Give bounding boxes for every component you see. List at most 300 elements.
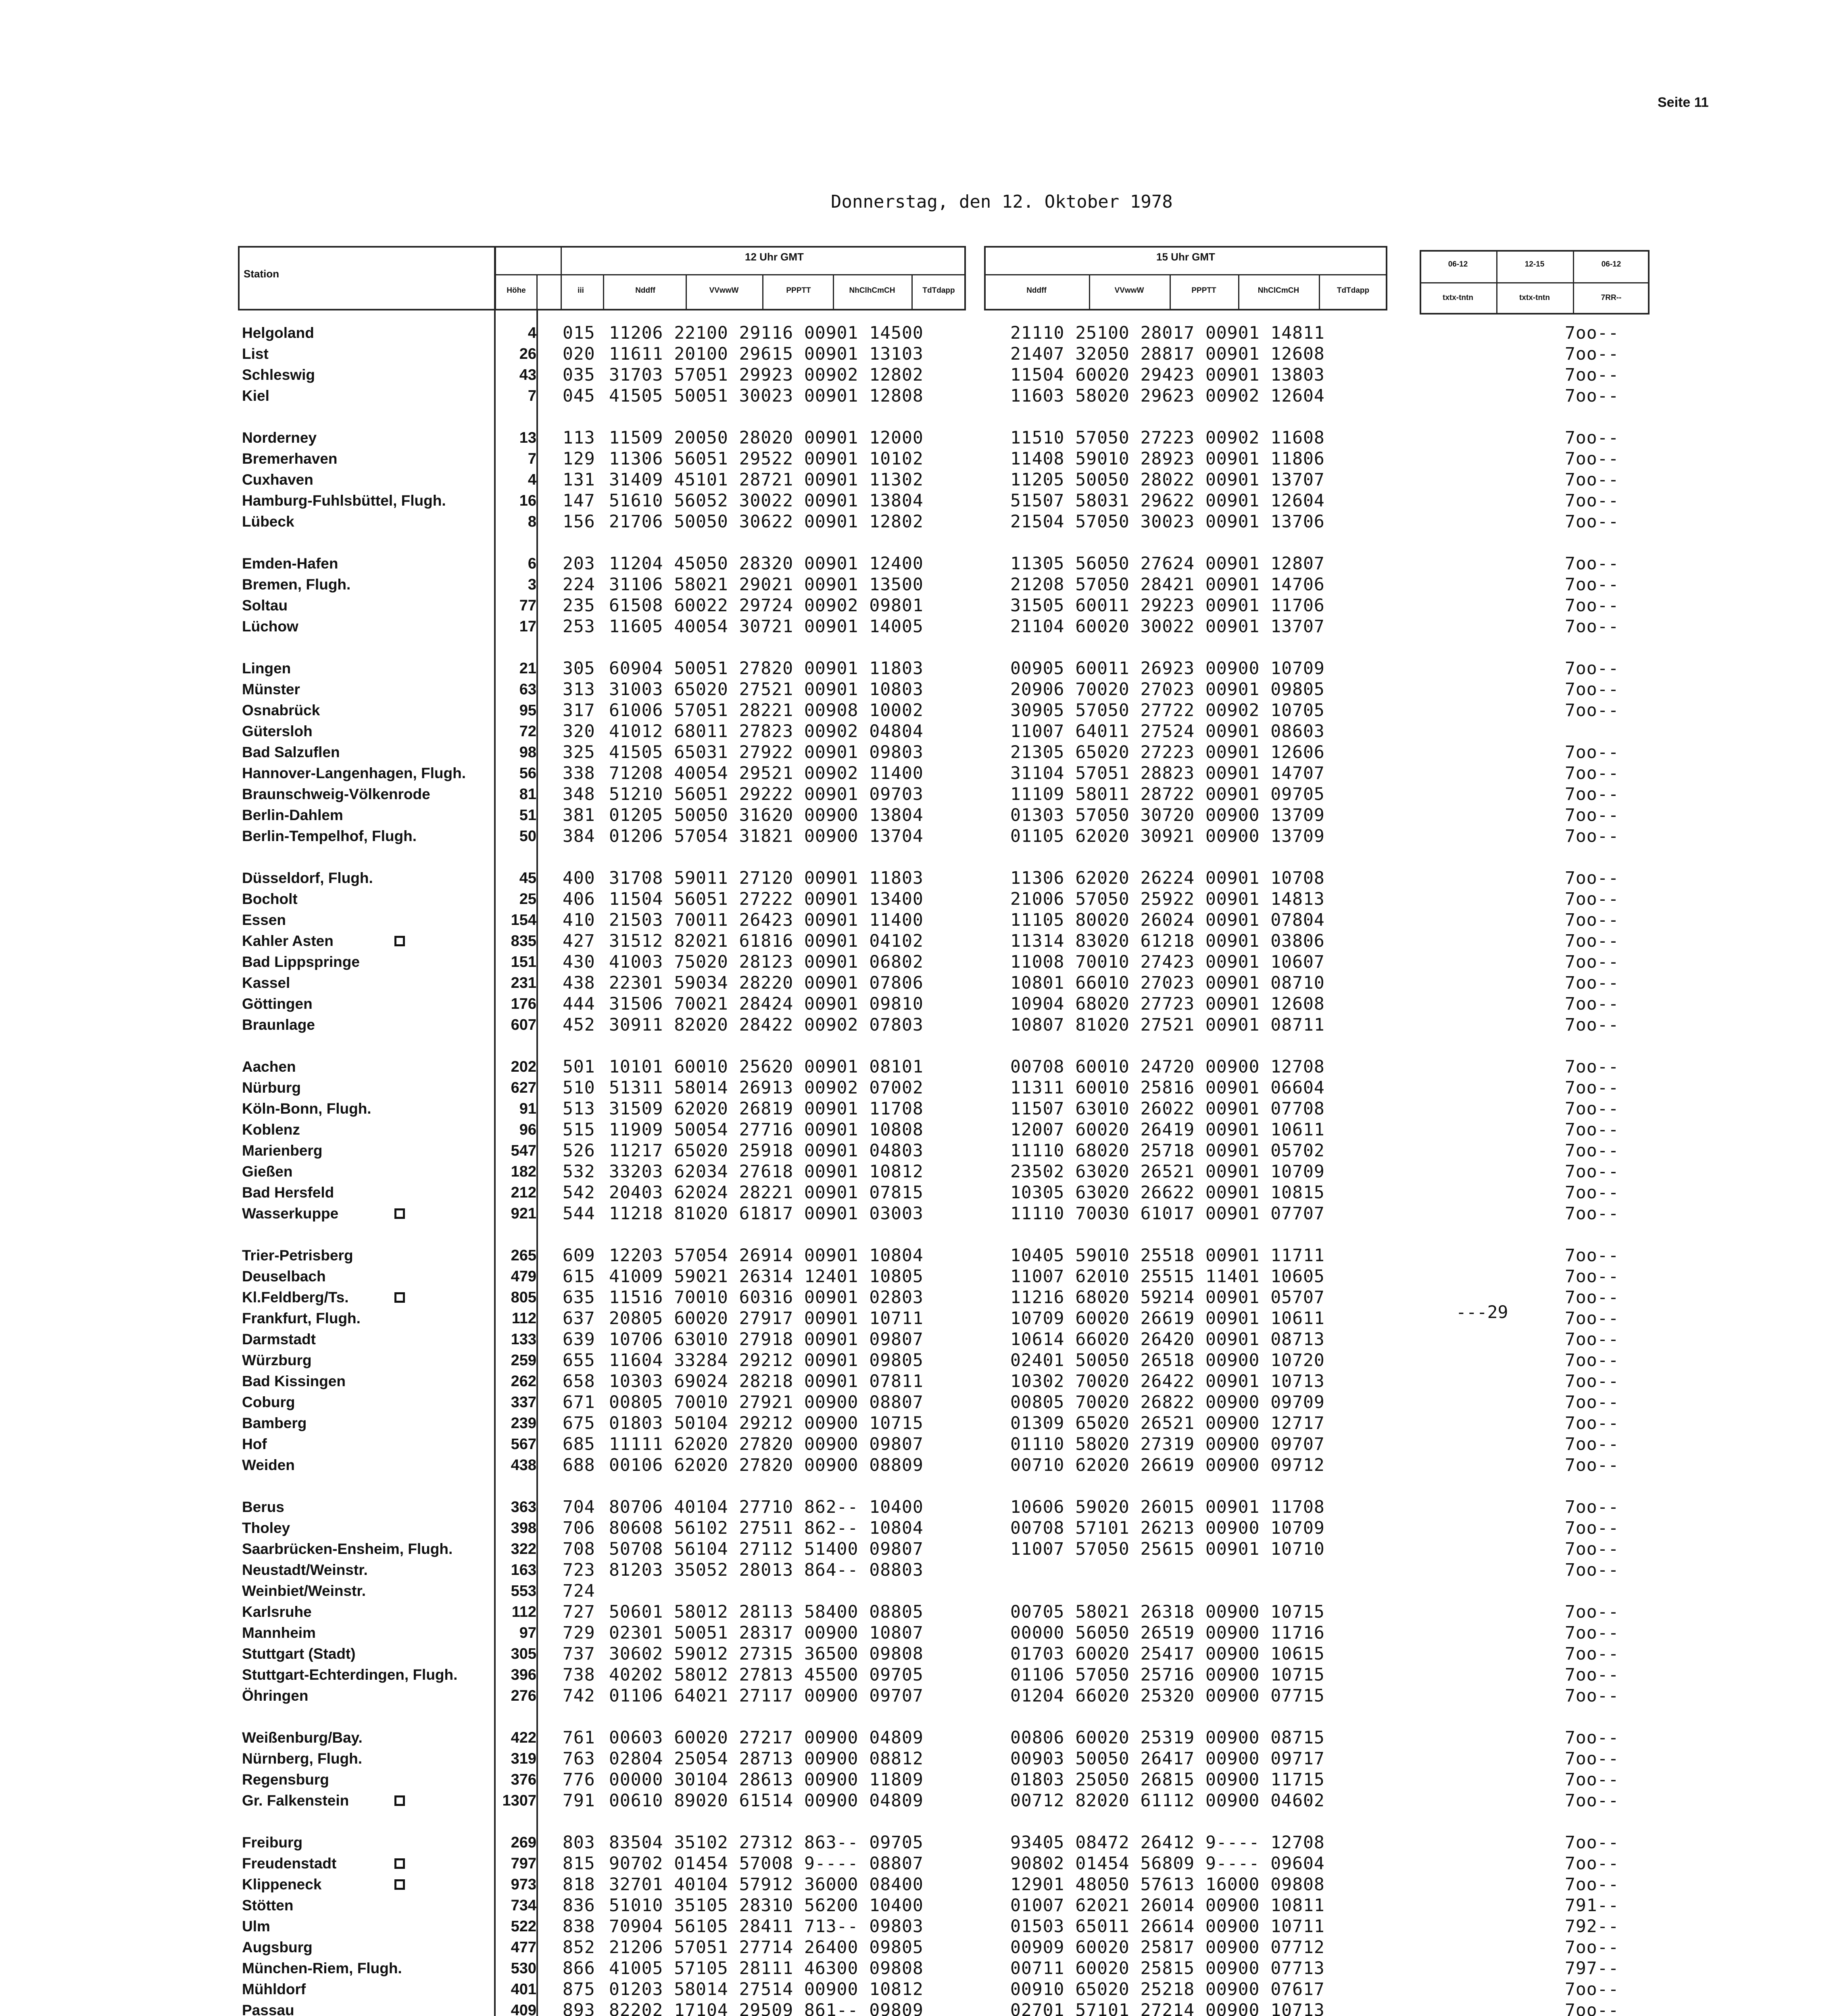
station-height — [488, 1790, 536, 1811]
station-name-text: Aachen — [242, 1058, 296, 1075]
station-code-text: 131 — [563, 470, 595, 490]
rr-group-text: 7oo-- — [1565, 763, 1619, 783]
station-height — [488, 993, 536, 1014]
station-code-text: 866 — [563, 1958, 595, 1979]
rr-group-text: 7oo-- — [1565, 1979, 1619, 1999]
rr-group — [1565, 595, 1619, 616]
station-height — [488, 574, 536, 595]
station-height-text: 734 — [511, 1897, 536, 1914]
obs-12-utc — [609, 1937, 924, 1958]
station-code-text: 452 — [563, 1015, 595, 1035]
rr-group-text: 7oo-- — [1565, 1854, 1619, 1874]
station-name-text: Regensburg — [242, 1771, 329, 1788]
obs-15-utc-text: 00909 60020 25817 00900 07712 — [1010, 1937, 1325, 1958]
right-bottom-2: txtx-tntn — [1519, 294, 1550, 302]
station-code-text: 637 — [563, 1308, 595, 1329]
col15-vvwww: VVwwW — [1114, 286, 1144, 295]
data-15-column — [1010, 323, 1325, 2016]
obs-15-utc — [1010, 1979, 1325, 2000]
station-name — [242, 1518, 500, 1539]
station-name — [242, 1539, 500, 1560]
station-code-text: 852 — [563, 1937, 595, 1958]
obs-15-utc — [1010, 763, 1325, 784]
obs-15-utc — [1010, 1853, 1325, 1874]
station-code — [563, 1119, 595, 1140]
station-height-text: 401 — [511, 1981, 536, 1998]
obs-12-utc-text: 41505 50051 30023 00901 12808 — [609, 386, 924, 406]
obs-15-utc — [1010, 1077, 1325, 1098]
station-code — [563, 385, 595, 406]
station-code-text: 893 — [563, 2000, 595, 2016]
station-code — [563, 1958, 595, 1979]
station-height-text: 133 — [511, 1331, 536, 1348]
station-code — [563, 1455, 595, 1476]
station-code-text: 737 — [563, 1644, 595, 1664]
obs-15-utc-text: 51507 58031 29622 00901 12604 — [1010, 491, 1325, 511]
obs-12-utc-text: 41505 65031 27922 00901 09803 — [609, 742, 924, 762]
station-height-text: 567 — [511, 1436, 536, 1453]
station-code-text: 639 — [563, 1329, 595, 1350]
obs-12-utc-text: 02301 50051 28317 00900 10807 — [609, 1623, 924, 1643]
station-code-text: 836 — [563, 1895, 595, 1916]
rr-group-text: 7oo-- — [1565, 658, 1619, 679]
station-code — [563, 784, 595, 805]
station-height-text: 151 — [511, 954, 536, 971]
station-code — [563, 595, 595, 616]
obs-12-utc-text: 31106 58021 29021 00901 13500 — [609, 575, 924, 595]
obs-12-utc — [609, 427, 924, 448]
station-code-text: 704 — [563, 1497, 595, 1517]
obs-12-utc-text: 11206 22100 29116 00901 14500 — [609, 323, 924, 343]
station-height — [488, 1979, 536, 2000]
station-code — [563, 616, 595, 637]
station-height — [488, 1140, 536, 1161]
obs-12-utc-text: 21706 50050 30622 00901 12802 — [609, 512, 924, 532]
station-height-text: 627 — [511, 1079, 536, 1096]
rr-group — [1565, 323, 1619, 344]
obs-15-utc — [1010, 1727, 1325, 1748]
station-height-text: 182 — [511, 1163, 536, 1180]
obs-15-utc-text: 01803 25050 26815 00900 11715 — [1010, 1770, 1325, 1790]
rr-group-text: 7oo-- — [1565, 805, 1619, 825]
obs-12-utc-text: 01803 50104 29212 00900 10715 — [609, 1413, 924, 1433]
obs-12-utc — [609, 1832, 924, 1853]
station-code-text: 515 — [563, 1120, 595, 1140]
station-height — [488, 1287, 536, 1308]
station-name-text: Freudenstadt — [242, 1855, 337, 1872]
station-height-text: 154 — [511, 912, 536, 929]
rr-group — [1565, 700, 1619, 721]
station-height-text: 607 — [511, 1016, 536, 1033]
station-code-text: 815 — [563, 1854, 595, 1874]
station-name-text: Nürnberg, Flugh. — [242, 1750, 363, 1767]
rr-group — [1565, 742, 1619, 763]
station-code — [563, 1895, 595, 1916]
station-name-text: Norderney — [242, 429, 317, 446]
obs-12-utc — [609, 1622, 924, 1643]
rr-group-text: 7oo-- — [1565, 386, 1619, 406]
rr-group-text: 7oo-- — [1565, 1560, 1619, 1580]
obs-12-utc — [609, 1853, 924, 1874]
station-height — [488, 1560, 536, 1581]
station-code-text: 325 — [563, 742, 595, 762]
station-height-text: 477 — [511, 1939, 536, 1956]
obs-15-utc — [1010, 868, 1325, 889]
obs-15-utc-text: 12007 60020 26419 00901 10611 — [1010, 1120, 1325, 1140]
rr-group-text: 7oo-- — [1565, 470, 1619, 490]
rr-group — [1565, 1832, 1619, 1853]
station-name — [242, 574, 500, 595]
station-height-text: 176 — [511, 996, 536, 1012]
station-code-text: 763 — [563, 1749, 595, 1769]
station-code — [563, 679, 595, 700]
station-height — [488, 826, 536, 847]
hoehe-header: Höhe — [507, 286, 526, 295]
rr-group — [1565, 490, 1619, 511]
rr-group — [1565, 1664, 1619, 1685]
station-height — [488, 595, 536, 616]
station-name — [242, 1329, 500, 1350]
rr-group — [1565, 952, 1619, 973]
obs-15-utc-text: 10709 60020 26619 00901 10611 — [1010, 1308, 1325, 1329]
station-code-text: 542 — [563, 1183, 595, 1203]
rr-group-text: 7oo-- — [1565, 1141, 1619, 1161]
obs-12-utc — [609, 448, 924, 469]
obs-12-utc-text: 01203 58014 27514 00900 10812 — [609, 1979, 924, 1999]
station-height-text: 95 — [519, 702, 536, 719]
station-code-text: 685 — [563, 1434, 595, 1454]
rr-group — [1565, 1119, 1619, 1140]
station-name — [242, 1727, 500, 1748]
station-height-text: 16 — [519, 492, 536, 509]
obs-12-utc — [609, 2000, 924, 2016]
station-code-text: 776 — [563, 1770, 595, 1790]
obs-15-utc-text: 01105 62020 30921 00900 13709 — [1010, 826, 1325, 846]
obs-15-utc — [1010, 1685, 1325, 1706]
rr-group — [1565, 1895, 1619, 1916]
obs-15-utc-text: 11109 58011 28722 00901 09705 — [1010, 784, 1325, 804]
obs-15-utc-text: 21407 32050 28817 00901 12608 — [1010, 344, 1325, 364]
obs-15-utc — [1010, 805, 1325, 826]
group-12-header: 12 Uhr GMT — [745, 251, 804, 263]
station-code — [563, 1413, 595, 1434]
station-name — [242, 1371, 500, 1392]
obs-15-utc — [1010, 1098, 1325, 1119]
rr-group-text: 7oo-- — [1565, 973, 1619, 993]
obs-15-utc-text: 01106 57050 25716 00900 10715 — [1010, 1665, 1325, 1685]
station-height — [488, 1664, 536, 1685]
station-height — [488, 1622, 536, 1643]
station-height — [488, 344, 536, 364]
obs-15-utc-text: 01503 65011 26614 00900 10711 — [1010, 1916, 1325, 1937]
obs-15-utc — [1010, 1539, 1325, 1560]
station-name-text: Hamburg-Fuhlsbüttel, Flugh. — [242, 492, 446, 509]
rr-group — [1565, 1413, 1619, 1434]
obs-15-utc — [1010, 2000, 1325, 2016]
obs-12-utc-text: 81203 35052 28013 864-- 08803 — [609, 1560, 924, 1580]
station-height — [488, 889, 536, 910]
obs-12-utc-text: 00603 60020 27217 00900 04809 — [609, 1728, 924, 1748]
station-height — [488, 931, 536, 952]
rr-group-text: 7oo-- — [1565, 1518, 1619, 1538]
station-name — [242, 952, 500, 973]
station-name — [242, 805, 500, 826]
obs-12-utc-text: 20805 60020 27917 00901 10711 — [609, 1308, 924, 1329]
station-height-text: 112 — [511, 1310, 536, 1327]
obs-15-utc-text: 11311 60010 25816 00901 06604 — [1010, 1078, 1325, 1098]
obs-15-utc-text: 21110 25100 28017 00901 14811 — [1010, 323, 1325, 343]
rr-group-text: 7oo-- — [1565, 323, 1619, 343]
obs-15-utc — [1010, 1602, 1325, 1622]
obs-12-utc-text: 11509 20050 28020 00901 12000 — [609, 428, 924, 448]
station-name — [242, 1895, 500, 1916]
obs-15-utc — [1010, 1455, 1325, 1476]
rr-group-text: 7oo-- — [1565, 1371, 1619, 1391]
obs-12-utc-text: 41009 59021 26314 12401 10805 — [609, 1266, 924, 1287]
obs-15-utc-text: 11205 50050 28022 00901 13707 — [1010, 470, 1325, 490]
open-square-icon — [394, 1292, 405, 1303]
obs-15-utc-text: 01007 62021 26014 00900 10811 — [1010, 1895, 1325, 1916]
station-code-text: 430 — [563, 952, 595, 972]
obs-15-utc-text: 93405 08472 26412 9---- 12708 — [1010, 1833, 1325, 1853]
obs-12-utc — [609, 1203, 924, 1224]
obs-15-utc — [1010, 1350, 1325, 1371]
station-name-text: Soltau — [242, 597, 288, 614]
station-name — [242, 1434, 500, 1455]
rr-group — [1565, 511, 1619, 532]
obs-15-utc-text: 31505 60011 29223 00901 11706 — [1010, 596, 1325, 616]
open-square-icon — [394, 1858, 405, 1869]
station-code — [563, 931, 595, 952]
station-name — [242, 1664, 500, 1685]
station-height-text: 202 — [511, 1058, 536, 1075]
station-name-text: Frankfurt, Flugh. — [242, 1310, 361, 1327]
station-name-text: Trier-Petrisberg — [242, 1247, 353, 1264]
station-code — [563, 1685, 595, 1706]
right-top-1: 06-12 — [1448, 260, 1468, 269]
obs-15-utc — [1010, 616, 1325, 637]
station-name — [242, 889, 500, 910]
obs-12-utc — [609, 1392, 924, 1413]
station-code — [563, 1014, 595, 1035]
table-header-12 — [494, 246, 966, 310]
station-name — [242, 385, 500, 406]
rr-group-text: 7oo-- — [1565, 1874, 1619, 1895]
station-name-text: Kahler Asten — [242, 933, 334, 949]
rr-group-text: 7oo-- — [1565, 910, 1619, 930]
rr-group — [1565, 1329, 1619, 1350]
station-code — [563, 721, 595, 742]
obs-12-utc — [609, 993, 924, 1014]
rr-group — [1565, 1916, 1619, 1937]
station-height — [488, 1245, 536, 1266]
rr-group-text: 7oo-- — [1565, 554, 1619, 574]
station-code — [563, 826, 595, 847]
station-height-text: 43 — [519, 367, 536, 383]
obs-15-utc-text: 01204 66020 25320 00900 07715 — [1010, 1686, 1325, 1706]
obs-15-utc-text: 00910 65020 25218 00900 07617 — [1010, 1979, 1325, 1999]
obs-12-utc-text: 20403 62024 28221 00901 07815 — [609, 1183, 924, 1203]
station-name-text: Emden-Hafen — [242, 555, 338, 572]
station-height — [488, 910, 536, 931]
obs-12-utc — [609, 1685, 924, 1706]
station-name-text: Weinbiet/Weinstr. — [242, 1583, 366, 1599]
station-height-text: 276 — [511, 1687, 536, 1704]
col12-tdtd: TdTdapp — [922, 286, 955, 295]
data-12-column — [609, 323, 924, 2016]
obs-15-utc — [1010, 1329, 1325, 1350]
station-name — [242, 1350, 500, 1371]
station-code — [563, 1056, 595, 1077]
station-name — [242, 993, 500, 1014]
rr-group — [1565, 1937, 1619, 1958]
obs-15-utc — [1010, 1958, 1325, 1979]
obs-12-utc — [609, 616, 924, 637]
station-name-text: Neustadt/Weinstr. — [242, 1562, 368, 1578]
rr-group-text: 7oo-- — [1565, 1183, 1619, 1203]
rr-group — [1565, 1056, 1619, 1077]
obs-12-utc-text: 41005 57105 28111 46300 09808 — [609, 1958, 924, 1979]
station-name-text: Bremerhaven — [242, 450, 338, 467]
rr-group-text: 7oo-- — [1565, 952, 1619, 972]
station-height — [488, 1727, 536, 1748]
obs-15-utc — [1010, 1874, 1325, 1895]
rr-group-text: 7oo-- — [1565, 700, 1619, 721]
obs-12-utc-text: 21206 57051 27714 26400 09805 — [609, 1937, 924, 1958]
station-name-text: Lingen — [242, 660, 291, 677]
obs-15-utc-text: 10606 59020 26015 00901 11708 — [1010, 1497, 1325, 1517]
obs-12-utc-text: 31703 57051 29923 00902 12802 — [609, 365, 924, 385]
obs-15-utc — [1010, 1434, 1325, 1455]
obs-12-utc — [609, 1602, 924, 1622]
rr-group — [1565, 1560, 1619, 1581]
obs-15-utc-text: 11603 58020 29623 00902 12604 — [1010, 386, 1325, 406]
height-column — [488, 323, 536, 2016]
obs-12-utc-text: 41012 68011 27823 00902 04804 — [609, 721, 924, 741]
obs-12-utc — [609, 1413, 924, 1434]
obs-15-utc — [1010, 1203, 1325, 1224]
rr-group-text: 7oo-- — [1565, 1204, 1619, 1224]
station-height — [488, 1602, 536, 1622]
station-code-text: 317 — [563, 700, 595, 721]
obs-15-utc — [1010, 1014, 1325, 1035]
rr-group — [1565, 1182, 1619, 1203]
rr-group-text: 7oo-- — [1565, 1245, 1619, 1266]
obs-12-utc — [609, 1874, 924, 1895]
station-code — [563, 427, 595, 448]
obs-15-utc-text: 21208 57050 28421 00901 14706 — [1010, 575, 1325, 595]
station-height-text: 422 — [511, 1729, 536, 1746]
obs-12-utc-text: 51210 56051 29222 00901 09703 — [609, 784, 924, 804]
station-name-text: Münster — [242, 681, 300, 698]
rr-group-text: 7oo-- — [1565, 889, 1619, 909]
station-code-text: 313 — [563, 679, 595, 700]
rr-group — [1565, 1203, 1619, 1224]
obs-15-utc — [1010, 490, 1325, 511]
rr-group — [1565, 469, 1619, 490]
obs-12-utc-text: 40202 58012 27813 45500 09705 — [609, 1665, 924, 1685]
rr-group — [1565, 1685, 1619, 1706]
station-name — [242, 1958, 500, 1979]
obs-12-utc-text: 11604 33284 29212 00901 09805 — [609, 1350, 924, 1370]
station-code-text: 406 — [563, 889, 595, 909]
obs-15-utc-text: 10904 68020 27723 00901 12608 — [1010, 994, 1325, 1014]
obs-12-utc — [609, 344, 924, 364]
obs-15-utc — [1010, 1622, 1325, 1643]
station-name-text: Kiel — [242, 387, 269, 404]
rr-group — [1565, 553, 1619, 574]
station-height-text: 63 — [519, 681, 536, 698]
obs-15-utc-text: 00711 60020 25815 00900 07713 — [1010, 1958, 1325, 1979]
rr-group-text: 7oo-- — [1565, 1665, 1619, 1685]
obs-12-utc — [609, 1958, 924, 1979]
obs-15-utc — [1010, 1832, 1325, 1853]
station-name — [242, 344, 500, 364]
station-height-text: 921 — [511, 1205, 536, 1222]
obs-15-utc — [1010, 511, 1325, 532]
obs-15-utc — [1010, 931, 1325, 952]
rr-group — [1565, 1245, 1619, 1266]
station-name — [242, 1643, 500, 1664]
obs-15-utc — [1010, 1413, 1325, 1434]
obs-12-utc — [609, 1727, 924, 1748]
obs-15-utc-text: 11504 60020 29423 00901 13803 — [1010, 365, 1325, 385]
station-name — [242, 2000, 500, 2016]
station-name — [242, 826, 500, 847]
station-height — [488, 448, 536, 469]
obs-12-utc — [609, 1497, 924, 1518]
station-height-text: 479 — [511, 1268, 536, 1285]
station-code-text: 724 — [563, 1581, 595, 1601]
station-name — [242, 910, 500, 931]
obs-12-utc — [609, 469, 924, 490]
rr-group — [1565, 721, 1619, 742]
station-code — [563, 1329, 595, 1350]
obs-15-utc — [1010, 364, 1325, 385]
obs-15-utc — [1010, 1895, 1325, 1916]
station-code-column — [563, 323, 595, 2016]
station-height-text: 212 — [511, 1184, 536, 1201]
obs-15-utc-text: 11314 83020 61218 00901 03806 — [1010, 931, 1325, 951]
station-code-text: 410 — [563, 910, 595, 930]
rr-group — [1565, 427, 1619, 448]
station-name-text: Klippeneck — [242, 1876, 322, 1893]
obs-12-utc-text: 01106 64021 27117 00900 09707 — [609, 1686, 924, 1706]
station-code — [563, 805, 595, 826]
station-code — [563, 1287, 595, 1308]
station-code — [563, 1098, 595, 1119]
station-height-text: 6 — [528, 555, 536, 572]
obs-15-utc-text: 20906 70020 27023 00901 09805 — [1010, 679, 1325, 700]
station-height — [488, 805, 536, 826]
station-name-text: Kassel — [242, 975, 290, 991]
rr-group — [1565, 1853, 1619, 1874]
rr-group — [1565, 574, 1619, 595]
obs-12-utc — [609, 1560, 924, 1581]
station-height-text: 973 — [511, 1876, 536, 1893]
station-name — [242, 1287, 500, 1308]
station-column — [242, 323, 500, 2016]
station-height — [488, 1266, 536, 1287]
station-code-text: 113 — [563, 428, 595, 448]
rr-group — [1565, 1308, 1619, 1329]
obs-12-utc — [609, 700, 924, 721]
station-height — [488, 784, 536, 805]
station-name-text: Berlin-Dahlem — [242, 807, 343, 823]
right-bottom-1: txtx-tntn — [1443, 294, 1473, 302]
station-code — [563, 1853, 595, 1874]
station-code — [563, 2000, 595, 2016]
